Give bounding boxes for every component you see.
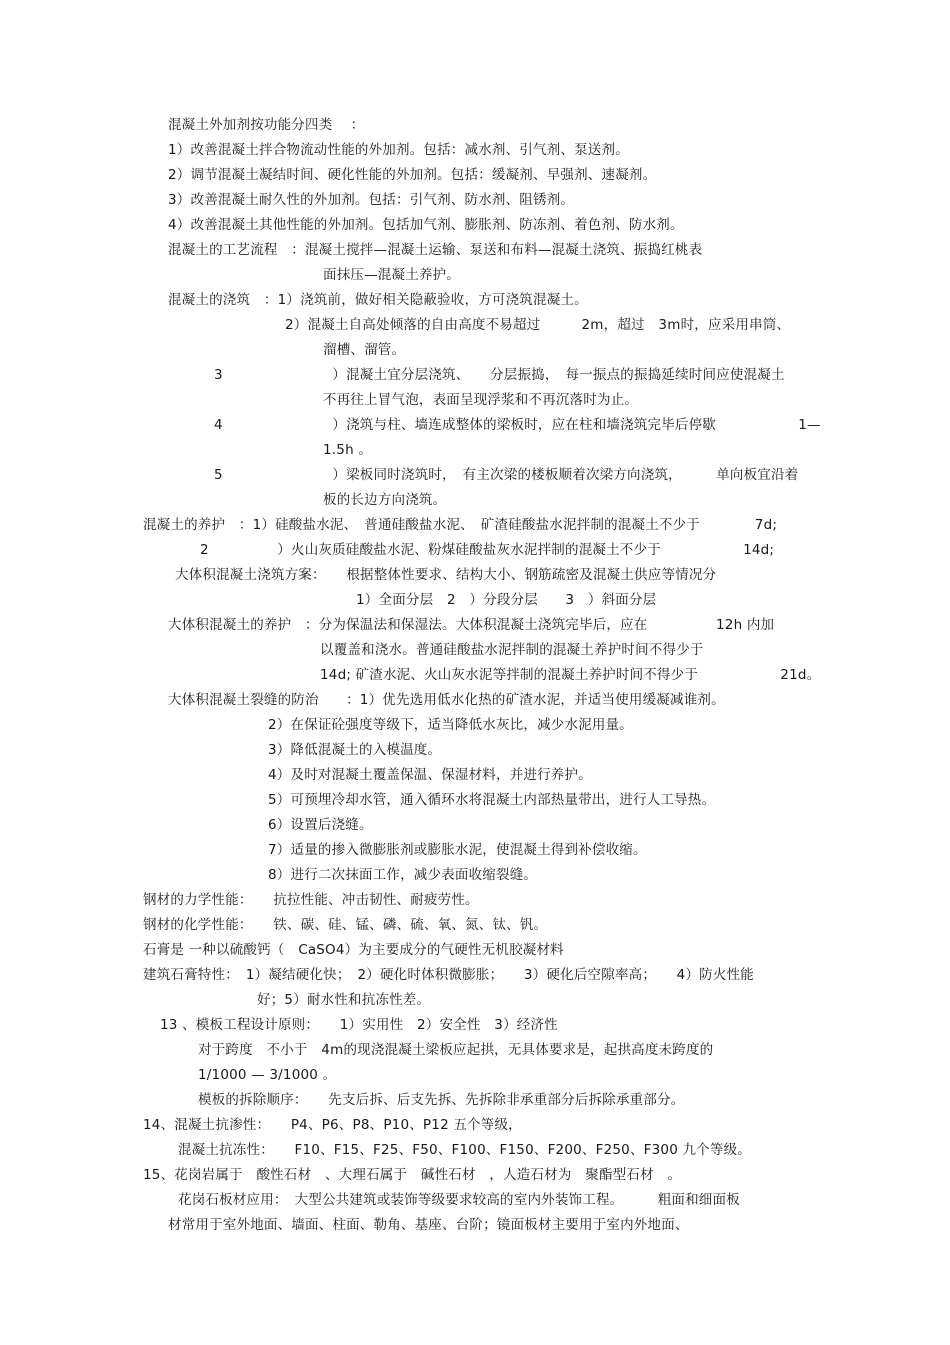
text-line: 4）改善混凝土其他性能的外加剂。包括加气剂、膨胀剂、防冻剂、着色剂、防水剂。 — [168, 217, 684, 233]
text-line: 2）在保证砼强度等级下，适当降低水灰比，减少水泥用量。 — [268, 717, 633, 733]
text-line: 2 ）火山灰质硅酸盐水泥、粉煤硅酸盐灰水泥拌制的混凝土不少于 14d; — [200, 542, 775, 558]
text-line: 石膏是 一种以硫酸钙（ CaSO4）为主要成分的气硬性无机胶凝材料 — [143, 942, 564, 958]
text-line: 4）及时对混凝土覆盖保温、保湿材料，并进行养护。 — [268, 767, 592, 783]
text-line: 对于跨度 不小于 4m的现浇混凝土梁板应起拱，无具体要求是，起拱高度未跨度的 — [198, 1042, 714, 1058]
text-line: 5 ）梁板同时浇筑时， 有主次梁的楼板顺着次梁方向浇筑， 单向板宜沿着 — [214, 467, 799, 483]
text-line: 建筑石膏特性： 1）凝结硬化快； 2）硬化时体积微膨胀； 3）硬化后空隙率高； 4）防火性能 — [143, 967, 754, 983]
text-line: 钢材的力学性能： 抗拉性能、冲击韧性、耐疲劳性。 — [143, 892, 479, 908]
text-line: 混凝土外加剂按功能分四类 ： — [168, 117, 365, 133]
text-line: 1）全面分层 2 ）分段分层 3 ）斜面分层 — [356, 592, 657, 608]
text-line: 2）混凝土自高处倾落的自由高度不易超过 2m，超过 3m时，应采用串筒、 — [285, 317, 791, 333]
text-line: 混凝土的浇筑 ：1）浇筑前，做好相关隐蔽验收，方可浇筑混凝土。 — [168, 292, 588, 308]
text-line: 溜槽、溜管。 — [323, 342, 406, 358]
text-line: 以覆盖和浇水。普通硅酸盐水泥拌制的混凝土养护时间不得少于 — [320, 642, 704, 658]
text-line: 4 ）浇筑与柱、墙连成整体的梁板时，应在柱和墙浇筑完毕后停歇 1— — [214, 417, 821, 433]
text-line: 大体积混凝土的养护 ：分为保温法和保湿法。大体积混凝土浇筑完毕后，应在 12h 内加 — [168, 617, 775, 633]
text-line: 模板的拆除顺序： 先支后拆、后支先拆、先拆除非承重部分后拆除承重部分。 — [198, 1092, 685, 1108]
text-line: 混凝土的养护 ：1）硅酸盐水泥、 普通硅酸盐水泥、 矿渣硅酸盐水泥拌制的混凝土不少于 7d; — [143, 517, 778, 533]
text-line: 13 、模板工程设计原则： 1）实用性 2）安全性 3）经济性 — [160, 1017, 558, 1033]
text-line: 3 ）混凝土宜分层浇筑、 分层振捣， 每一振点的振捣延续时间应使混凝土 — [214, 367, 785, 383]
text-line: 混凝土的工艺流程 ：混凝土搅拌—混凝土运输、泵送和布料—混凝土浇筑、振捣红桃表 — [168, 242, 703, 258]
text-line: 面抹压—混凝土养护。 — [323, 267, 460, 283]
text-line: 板的长边方向浇筑。 — [323, 492, 447, 508]
text-line: 6）设置后浇缝。 — [268, 817, 373, 833]
text-line: 8）进行二次抹面工作，减少表面收缩裂缝。 — [268, 867, 538, 883]
text-line: 钢材的化学性能： 铁、碳、硅、锰、磷、硫、氧、氮、钛、钒。 — [143, 917, 548, 933]
text-line: 花岗石板材应用： 大型公共建筑或装饰等级要求较高的室内外装饰工程。 粗面和细面板 — [178, 1192, 740, 1208]
text-line: 混凝土抗冻性： F10、F15、F25、F50、F100、F150、F200、F250、F300 九个等级。 — [178, 1142, 751, 1158]
text-line: 5）可预埋冷却水管，通入循环水将混凝土内部热量带出，进行人工导热。 — [268, 792, 716, 808]
text-line: 1.5h 。 — [323, 442, 373, 458]
text-line: 14d; 矿渣水泥、火山灰水泥等拌制的混凝土养护时间不得少于 21d。 — [320, 667, 821, 683]
text-line: 1/1000 — 3/1000 。 — [198, 1067, 337, 1083]
text-line: 1）改善混凝土拌合物流动性能的外加剂。包括：减水剂、引气剂、泵送剂。 — [168, 142, 629, 158]
text-line: 好；5）耐水性和抗冻性差。 — [257, 992, 431, 1008]
text-line: 3）改善混凝土耐久性的外加剂。包括：引气剂、防水剂、阻锈剂。 — [168, 192, 575, 208]
text-line: 大体积混凝土浇筑方案： 根据整体性要求、结构大小、钢筋疏密及混凝土供应等情况分 — [175, 567, 717, 583]
text-line: 15、花岗岩属于 酸性石材 、大理石属于 碱性石材 ，人造石材为 聚酯型石材 。 — [143, 1167, 682, 1183]
text-line: 大体积混凝土裂缝的防治 ：1）优先选用低水化热的矿渣水泥，并适当使用缓凝减谁剂。 — [168, 692, 725, 708]
text-line: 不再往上冒气泡，表面呈现浮浆和不再沉落时为止。 — [323, 392, 639, 408]
text-line: 2）调节混凝土凝结时间、硬化性能的外加剂。包括：缓凝剂、早强剂、速凝剂。 — [168, 167, 657, 183]
text-line: 3）降低混凝土的入模温度。 — [268, 742, 442, 758]
text-line: 14、混凝土抗渗性： P4、P6、P8、P10、P12 五个等级， — [143, 1117, 522, 1133]
text-line: 7）适量的掺入微膨胀剂或膨胀水泥，使混凝土得到补偿收缩。 — [268, 842, 647, 858]
text-line: 材常用于室外地面、墙面、柱面、勒角、基座、台阶；镜面板材主要用于室内外地面、 — [168, 1217, 689, 1233]
